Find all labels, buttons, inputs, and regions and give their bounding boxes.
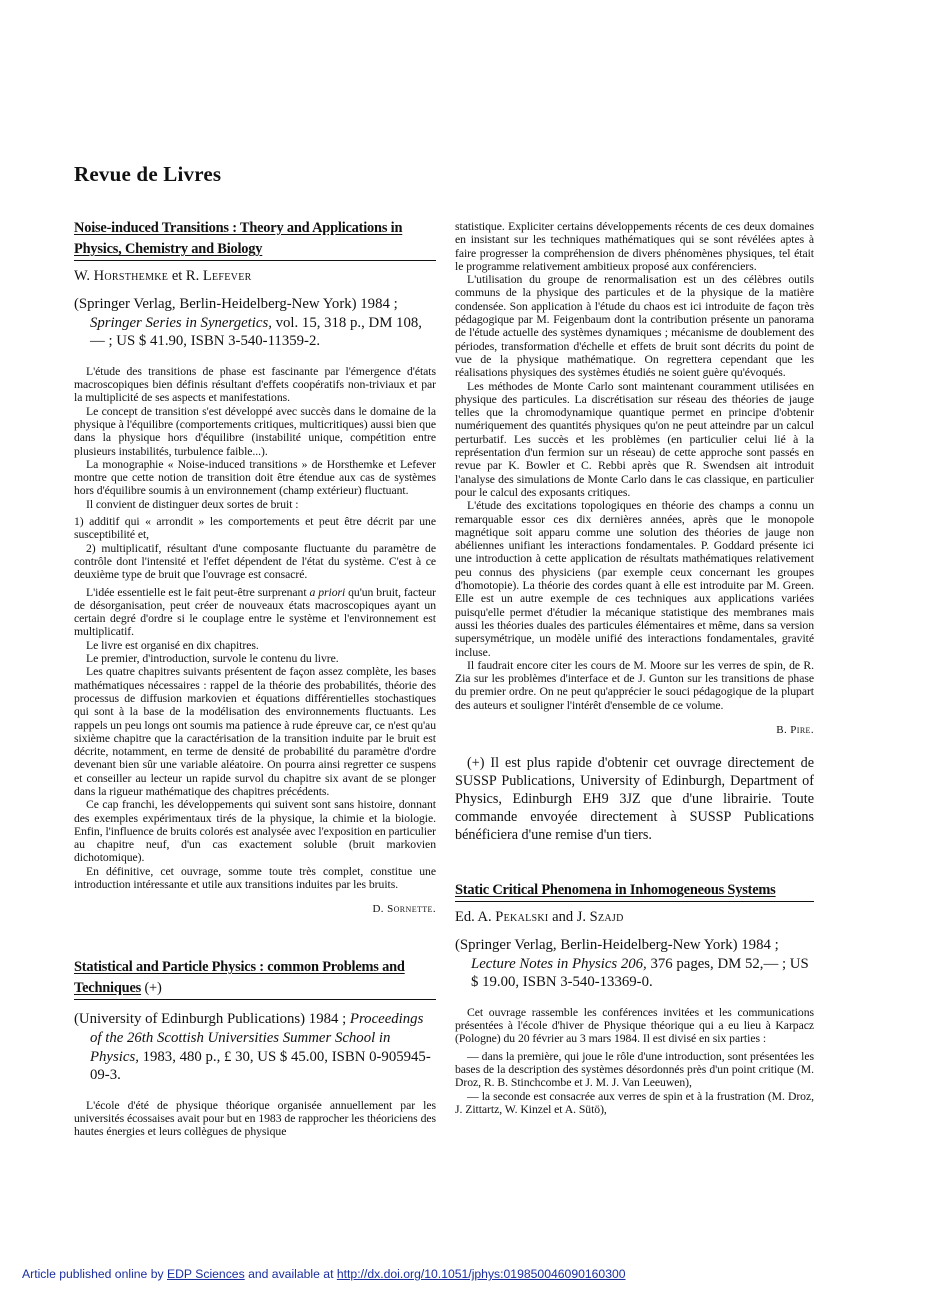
paragraph: Il convient de distinguer deux sortes de bruit : <box>86 497 299 511</box>
paragraph: 2) multiplicatif, résultant d'une composante fluctuante du paramètre de contrôle dont l'intensité et l'effet dépendent de l'état du système. C'est à ce deuxième type de bruit que l'ouvrage est consacré. <box>74 541 436 582</box>
paragraph: L'étude des excitations topologiques en théorie des champs a connu un remarquable essor ces dix dernières années, après que le monopole magnétique soit apparu comme une solution des théories de jauge non abéliennes unifiant les interactions fondamentales. P. Goddard présente ici une introduction à cette application de résultats mathématiques relativement peu connus des physiciens (par exemple ceux concernant les groupes d'homotopie). La théorie des cordes quant à elle est introduite par M. Green. Elle est un autre exemple de ces techniques aux applications variées puisqu'elle permet d'étudier la mécanique statistique des membranes mais aussi les théories duales des particules élémentaires et même, dans sa version supersymétrique, un modèle unifié des interactions fondamentales, gravité incluse. <box>455 499 814 659</box>
review-title: Statistical and Particle Physics : common Problems and Techniques (+) <box>74 957 436 1000</box>
review-noise-induced <box>74 218 436 915</box>
review-authors: W. Horsthemke et R. Lefever <box>74 268 252 284</box>
paragraph: Les méthodes de Monte Carlo sont maintenant couramment utilisées en physique des particules. La discrétisation sur réseau des théories de jauge telles que la chromodynamique quantique permet en principe d'obtenir numériquement des quantités physiques qu'on ne peut atteindre par un calcul perturbatif. Les succès et les problèmes (en particulier celui lié à la représentation d'un fermion sur un réseau) de cette approche sont passés en revue par K. Bowler et C. Rebbi après que R. Swendsen ait introduit l'analyse des simulations de Monte Carlo dans le cas classique, en particulier pour le calcul des exposants critiques. <box>455 379 814 499</box>
footer-text: and available at <box>248 1267 334 1281</box>
paragraph: Les quatre chapitres suivants présentent de façon assez complète, les bases mathématiques nécessaires : rappel de la théorie des probabilités, théorie des processus de diffusion markovien et équations différentielles stochastiques qui sont à la base de la modélisation des environnements fluctuants. Les rappels un peu longs ont soumis ma patience à rude épreuve car, ce n'est qu'au sixième chapitre que la caractérisation de la transition induite par le bruit est décrite, notamment, en terme de densité de probabilité du paramètre d'ordre devenant bien sûr une variable aléatoire. On pourra ainsi regretter ce suspens et conseiller au lecteur un rapide survol du chapitre six avant de se plonger dans la rigueur mathématique des chapitres précédents. <box>74 665 436 798</box>
right-column <box>455 220 814 1116</box>
paragraph: statistique. Expliciter certains développements récents de ces deux domaines en insistant sur les techniques mathématiques qui se sont révélées aptes à faire progresser la compréhension de divers phénomènes physiques, tel était le programme relativement ambitieux proposé aux conférenciers. <box>455 220 814 273</box>
review-signature: D. Sornette. <box>372 903 436 916</box>
review-signature: B. Pire. <box>776 723 814 736</box>
paragraph: Le concept de transition s'est développé avec succès dans le domaine de la physique à l'équilibre (comportements critiques, multicritiques) aussi bien que dans la physique hors d'équilibre (instabilité unique, compétition entre plusieurs instabilités, turbulence faible...). <box>74 404 437 458</box>
paragraph: 1) additif qui « arrondit » les comportements et peut être décrit par une susceptibilité et, <box>74 515 436 542</box>
paragraph: Cet ouvrage rassemble les conférences invitées et les communications présentées à l'école d'hiver de Physique théorique qui a eu lieu à Karpacz (Pologne) du 20 février au 3 mars 1984. Il est divisé en six parties : <box>455 1005 814 1046</box>
footnote: (+) Il est plus rapide d'obtenir cet ouvrage directement de SUSSP Publications, University of Edinburgh, Department of Physics, Edinburgh EH9 3JZ que d'une librairie. Toute commande envoyée directement à SUSSP Publications bénéficiera d'une remise d'un tiers. <box>455 754 814 843</box>
page-title: Revue de Livres <box>74 162 222 186</box>
review-title: Static Critical Phenomena in Inhomogeneous Systems <box>455 880 814 902</box>
review-static-critical <box>455 880 814 1116</box>
doi-link[interactable]: http://dx.doi.org/10.1051/jphys:019850046090160300 <box>336 1267 626 1281</box>
paragraph: La monographie « Noise-induced transitions » de Horsthemke et Lefever montre que cette notion de transition doit être étendue aux cas de systèmes hors d'équilibre soumis à un environnement (champ extérieur) fluctuant. <box>74 457 436 498</box>
left-column <box>74 218 436 1139</box>
review-statistical-particle <box>74 957 436 1138</box>
paragraph: Le livre est organisé en dix chapitres. <box>86 638 259 652</box>
review-title: Noise-induced Transitions : Theory and Applications in Physics, Chemistry and Biology <box>74 218 436 261</box>
paragraph: L'idée essentielle est le fait peut-être surprenant a priori qu'un bruit, facteur de désorganisation, peut créer de nouveaux états macroscopiques ayant un certain degré d'ordre si le couplage entre le système et l'environnement est multiplicatif. <box>74 585 436 639</box>
publication-info: (Springer Verlag, Berlin-Heidelberg-New York) 1984 ; Lecture Notes in Physics 206, 376 pages, DM 52,— ; US $ 19.00, ISBN 3-540-13369-0. <box>455 936 809 991</box>
paragraph: — la seconde est consacrée aux verres de spin et à la frustration (M. Droz, J. Zittartz, W. Kinzel et A. Sütö), <box>455 1089 814 1116</box>
paragraph: Ce cap franchi, les développements qui suivent sont sans histoire, donnant des exemples expérimentaux tirés de la physique, la chimie et la biologie. Enfin, l'influence de bruits colorés est analysée avec l'exposition en particulier au chapitre neuf, d'un cas exactement soluble (bruit markovien dichotomique). <box>74 798 436 865</box>
review-body <box>74 365 436 892</box>
paragraph: — dans la première, qui joue le rôle d'une introduction, sont présentées les bases de la description des systèmes désordonnés près d'un point critique (M. Droz, R. B. Stinchcombe et J. M. J. Van Leeuwen), <box>455 1049 814 1090</box>
review-authors: Ed. A. Pekalski and J. Szajd <box>455 908 624 925</box>
footer-text: Article published online by <box>22 1267 164 1281</box>
paragraph: L'étude des transitions de phase est fascinante par l'émergence d'états macroscopiques bien définis résultant d'effets coopératifs non-triviaux et par la multiplicité de ses aspects et manifestations. <box>74 364 436 405</box>
publication-info: (University of Edinburgh Publications) 1984 ; Proceedings of the 26th Scottish Universities Summer School in Physics, 1983, 480 p., £ 30, US $ 45.00, ISBN 0-905945-09-3. <box>74 1011 431 1084</box>
edp-sciences-link[interactable]: EDP Sciences <box>167 1267 245 1281</box>
publisher-footer <box>22 1267 626 1281</box>
publication-info: (Springer Verlag, Berlin-Heidelberg-New York) 1984 ; Springer Series in Synergetics, vol. 15, 318 p., DM 108,— ; US $ 41.90, ISBN 3-540-11359-2. <box>74 296 422 350</box>
paragraph: L'utilisation du groupe de renormalisation est un des célèbres outils communs de la physique des particules et de la physique de la matière condensée. Son application à l'étude du chaos est ici introduite de façon très pédagogique par M. Feigenbaum dont la contribution présente un panorama de l'étude actuelle des systèmes dynamiques ; mécanisme de doublement des périodes, transformation d'échelle et effets de bruit sont décrits du point de vue de la physique mathématique. On regrettera cependant que les réalisations physiques des systèmes étudiés ne soient guère qu'évoqués. <box>455 273 814 380</box>
review-body <box>455 1006 814 1116</box>
review-body <box>74 1099 436 1139</box>
paragraph: En définitive, cet ouvrage, somme toute très complet, constitue une introduction intéressante et utile aux transitions induites par les bruits. <box>74 864 436 892</box>
paragraph: Le premier, d'introduction, survole le contenu du livre. <box>86 652 339 666</box>
paragraph: Il faudrait encore citer les cours de M. Moore sur les verres de spin, de R. Zia sur les problèmes d'interface et de J. Gunton sur les transitions de phase du premier ordre. On ne peut qu'apprécier le souci pédagogique de la plupart des auteurs et souligner l'intérêt d'ensemble de ce volume. <box>455 658 814 712</box>
paragraph: L'école d'été de physique théorique organisée annuellement par les universités écossaises avait pour but en 1983 de rapprocher les théoriciens des hautes énergies et leurs collègues de physique <box>74 1098 436 1139</box>
review-body-continued <box>455 220 814 712</box>
